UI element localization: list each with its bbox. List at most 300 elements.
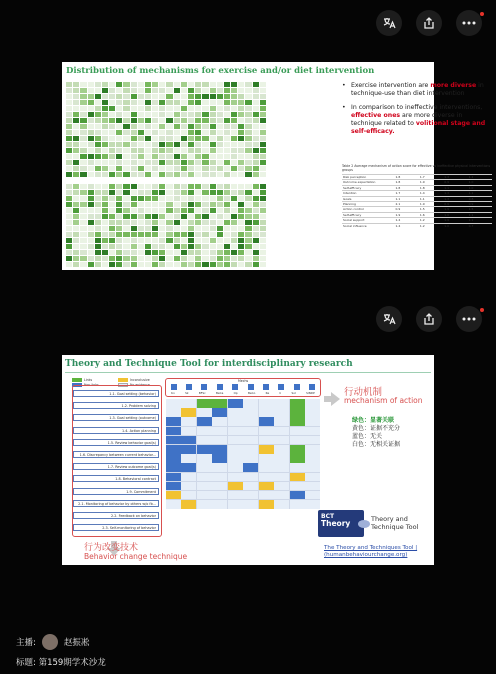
heatmap-cell [253,190,259,195]
heatmap-cell [195,250,201,255]
heatmap-cell [231,142,237,147]
matrix-cell [166,491,181,500]
heatmap-cell [123,154,129,159]
heatmap-cell [88,82,94,87]
mechanism-icon[interactable] [232,384,238,390]
technique-row-label[interactable]: 2.1. Monitoring of behavior by others w/o fb... [73,500,159,507]
heatmap-cell [253,172,259,177]
matrix-cell [259,454,274,463]
heatmap-cell [188,190,194,195]
heatmap-cell [152,82,158,87]
more-icon[interactable] [456,306,482,332]
heatmap-cell [123,142,129,147]
heatmap-cell [202,262,208,267]
heatmap-cell [202,190,208,195]
heatmap-cell [224,172,230,177]
heatmap-cell [145,160,151,165]
heatmap-cell [181,166,187,171]
heatmap-cell [66,172,72,177]
heatmap-cell [66,262,72,267]
heatmap-cell [80,130,86,135]
table-cell: 2.1 [395,202,401,207]
heatmap-cell [159,136,165,141]
matrix-cell [181,417,196,426]
table-cell: 1.1 [468,218,474,223]
heatmap-cell [188,250,194,255]
heatmap-cell [260,172,266,177]
heatmap-cell [188,226,194,231]
heatmap-cell [102,244,108,249]
heatmap-cell [231,238,237,243]
translate-icon[interactable] [376,306,402,332]
heatmap-cell [245,256,251,261]
heatmap-cell [159,112,165,117]
heatmap-cell [80,196,86,201]
heatmap-cell [95,190,101,195]
heatmap-cell [217,184,223,189]
table-cell: 1.4 [419,191,425,196]
technique-row-label[interactable]: 2.2. Feedback on behavior [73,512,159,519]
heatmap-cell [166,112,172,117]
heatmap-cell [174,154,180,159]
more-icon[interactable] [456,10,482,36]
avatar[interactable] [42,634,58,650]
heatmap-cell [217,214,223,219]
mechanism-icon[interactable] [217,384,223,390]
heatmap-cell [109,142,115,147]
heatmap-cell [195,142,201,147]
matrix-cell [166,445,181,454]
heatmap-cell [80,262,86,267]
mechanism-icons [166,384,320,390]
matrix-cell [274,482,289,491]
heatmap-cell [210,142,216,147]
matrix-cell [228,408,243,417]
technique-row-label[interactable]: 1.4. Action planning [73,427,159,434]
heatmap-cell [66,166,72,171]
heatmap-cell [152,88,158,93]
heatmap-cell [217,208,223,213]
heatmap-cell [131,94,137,99]
heatmap-cell [152,94,158,99]
matrix-cell [181,473,196,482]
heatmap-cell [231,130,237,135]
heatmap-cell [109,190,115,195]
heatmap-cell [224,262,230,267]
heatmap-cell [123,94,129,99]
heatmap-cell [145,124,151,129]
technique-row-label[interactable]: 1.8. Behavioral contract [73,475,159,482]
heatmap-cell [202,100,208,105]
heatmap-cell [123,226,129,231]
heatmap-cell [202,232,208,237]
heatmap-cell [102,262,108,267]
heatmap-cell [210,196,216,201]
table-cell: 0.7 [468,223,474,228]
heatmap-cell [210,262,216,267]
heatmap-cell [253,82,259,87]
heatmap-cell [145,184,151,189]
heatmap-cell [260,160,266,165]
heatmap-cell [202,202,208,207]
heatmap-cell [202,130,208,135]
tool-link[interactable]: The Theory and Techniques Tool | (humanbehaviourchange.org) [324,545,418,558]
heatmap-cell [231,88,237,93]
heatmap-cell [102,172,108,177]
matrix-cell [259,436,274,445]
heatmap-cell [174,136,180,141]
heatmap-cell [217,94,223,99]
heatmap-cell [238,166,244,171]
heatmap-cell [95,154,101,159]
heatmap-cell [152,238,158,243]
heatmap-cell [224,112,230,117]
heatmap-cell [159,154,165,159]
mechanism-name: Kn [171,391,175,395]
heatmap-cell [73,256,79,261]
heatmap-cell [181,244,187,249]
heatmap-cell [102,88,108,93]
heatmap-cell [188,142,194,147]
heatmap-cell [73,124,79,129]
matrix-cell [305,454,320,463]
heatmap-cell [138,160,144,165]
heatmap-cell [138,244,144,249]
heatmap-cell [73,166,79,171]
heatmap-cell [123,238,129,243]
heatmap-cell [217,154,223,159]
heatmap-cell [224,160,230,165]
heatmap-cell [123,190,129,195]
heatmap-cell [66,220,72,225]
heatmap-cell [159,262,165,267]
slide-title: Distribution of mechanisms for exercise and/or diet intervention [66,66,375,76]
matrix-cell [197,500,212,509]
heatmap-cell [202,184,208,189]
heatmap-cell [231,160,237,165]
heatmap-cell [152,190,158,195]
heatmap-cell [260,214,266,219]
heatmap-cell [116,106,122,111]
matrix-cell [243,500,258,509]
title-label: 标题: [16,658,36,668]
heatmap-cell [73,238,79,243]
technique-row-label[interactable]: 1.7. Review outcome goal(s) [73,463,159,470]
heatmap-cell [73,160,79,165]
heatmap-cell [109,172,115,177]
heatmap-cell [131,106,137,111]
mechanism-name: Sk [185,391,189,395]
technique-row-label[interactable]: 1.2. Problem solving [73,402,159,409]
table-row [342,174,492,179]
table-cell: 1.0 [468,185,474,190]
heatmap-cell [123,100,129,105]
heatmap-cell [80,202,86,207]
heatmap-cell [210,256,216,261]
heatmap-cell [102,94,108,99]
mechanism-icon[interactable] [278,384,284,390]
heatmap-cell [73,220,79,225]
matrix-cell [212,445,227,454]
heatmap-cell [224,250,230,255]
mechanism-icon[interactable] [186,384,192,390]
matrix-cell [290,454,305,463]
heatmap-cell [66,142,72,147]
heatmap-cell [131,214,137,219]
heatmap-cell [195,118,201,123]
table-cell: 1.7 [395,191,401,196]
heatmap-cell [238,100,244,105]
technique-row-label[interactable]: 2.3. Self-monitoring of behavior [73,524,159,531]
heatmap-cell [123,88,129,93]
mechanism-icon[interactable] [201,384,207,390]
heatmap-cell [152,142,158,147]
table-caption: Table 2 Average mechanism of action score for effective vs ineffective physical interventions groups [342,164,491,172]
heatmap-cell [102,106,108,111]
heatmap-cell [202,142,208,147]
heatmap-cell [181,106,187,111]
heatmap-cell [174,250,180,255]
heatmap-cell [88,172,94,177]
heatmap-cell [145,220,151,225]
heatmap-cell [181,184,187,189]
heatmap-cell [181,118,187,123]
heatmap-cell [238,106,244,111]
matrix-cell [228,463,243,472]
matrix-cell [197,454,212,463]
heatmap-cell [145,172,151,177]
technique-row-label[interactable]: 1.3. Goal setting (outcome) [73,414,159,421]
mechanism-icon[interactable] [294,384,300,390]
heatmap-cell [152,148,158,153]
heatmap-cell [73,184,79,189]
heatmap-cell [238,232,244,237]
table-cell: 1.9 [419,180,425,185]
table-cell: 1.8 [395,185,401,190]
heatmap-cell [202,136,208,141]
heatmap-cell [245,202,251,207]
heatmap-cell [181,238,187,243]
heatmap-cell [260,238,266,243]
matrix-cell [305,427,320,436]
mechanism-icon[interactable] [248,384,254,390]
heatmap-cell [202,172,208,177]
heatmap-cell [109,214,115,219]
heatmap-cell [102,190,108,195]
key-green: 绿色：显著关联 [352,417,395,424]
heatmap-cell [73,172,79,177]
heatmap-cell [260,124,266,129]
heatmap-cell [166,226,172,231]
technique-row-label[interactable]: 1.1. Goal setting (behavior) [73,390,159,397]
host-name: 赵振凇 [63,638,90,648]
mechanism-icon[interactable] [171,384,177,390]
table-row [342,223,492,228]
technique-row-label[interactable]: 1.5. Review behavior goal(s) [73,439,159,446]
heatmap-cell [238,112,244,117]
heatmap-cell [174,148,180,153]
mechanism-names [166,391,320,395]
heatmap-cell [145,232,151,237]
heatmap-cell [210,124,216,129]
heatmap-cell [95,136,101,141]
heatmap-cell [202,160,208,165]
heatmap-cell [123,220,129,225]
matrix-cell [228,436,243,445]
heatmap-cell [260,190,266,195]
heatmap-cell [145,82,151,87]
heatmap-cell [174,208,180,213]
heatmap-cell [138,226,144,231]
mechanism-icon[interactable] [309,384,315,390]
heatmap-cell [152,124,158,129]
heatmap-cell [260,148,266,153]
mechanism-score-table [342,164,492,228]
mechanism-name: BeCo [248,391,256,395]
heatmap-cell [138,154,144,159]
matrix-cell [274,491,289,500]
heatmap-cell [224,244,230,249]
heatmap-cell [174,142,180,147]
matrix-cell [274,454,289,463]
heatmap-cell [109,106,115,111]
heatmap-cell [195,244,201,249]
heatmap-exercise [66,82,266,177]
heatmap-cell [152,106,158,111]
heatmap-cell [145,136,151,141]
matrix-cell [243,427,258,436]
heatmap-cell [66,82,72,87]
heatmap-cell [217,130,223,135]
matrix-cell [259,417,274,426]
heatmap-cell [102,214,108,219]
heatmap-cell [174,82,180,87]
heatmap-cell [102,112,108,117]
heatmap-cell [102,208,108,213]
matrix-cell [228,445,243,454]
heatmap-cell [188,136,194,141]
table-cell: 1.3 [444,196,450,201]
mechanism-name: Op [233,391,238,395]
heatmap-cell [181,190,187,195]
heatmap-cell [145,208,151,213]
heatmap-cell [159,160,165,165]
heatmap-cell [188,166,194,171]
heatmap-cell [80,100,86,105]
heatmap-cell [80,124,86,129]
heatmap-cell [109,184,115,189]
technique-row-label[interactable]: 1.9. Commitment [73,488,159,495]
technique-label-cn: 行为改变技术 [84,543,139,553]
heatmap-cell [123,124,129,129]
heatmap-cell [195,172,201,177]
mechanism-icon[interactable] [263,384,269,390]
heatmap-cell [188,118,194,123]
heatmap-cell [238,256,244,261]
matrix-cell [181,463,196,472]
heatmap-cell [116,184,122,189]
heatmap-cell [102,136,108,141]
table-row [342,179,492,184]
heatmap-cell [245,262,251,267]
share-icon[interactable] [416,306,442,332]
heatmap-cell [80,166,86,171]
color-key [352,417,400,449]
table-row [342,201,492,206]
heatmap-cell [260,130,266,135]
matrix-cell [305,473,320,482]
heatmap-cell [116,250,122,255]
heatmap-cell [195,136,201,141]
heatmap-cell [80,244,86,249]
mechanism-name: SoI [291,391,296,395]
heatmap-cell [231,154,237,159]
heatmap-cell [210,190,216,195]
heatmap-cell [116,118,122,123]
heatmap-cell [95,226,101,231]
heatmap-cell [231,214,237,219]
matrix-cell [274,473,289,482]
heatmap-cell [195,232,201,237]
heatmap-cell [245,226,251,231]
heatmap-cell [138,238,144,243]
heatmap-cell [88,190,94,195]
heatmap-cell [202,94,208,99]
matrix-cell [228,491,243,500]
translate-icon[interactable] [376,10,402,36]
technique-row-label[interactable]: 1.6. Discrepancy between current behavior... [73,451,159,458]
heatmap-cell [80,256,86,261]
heatmap-cell [166,136,172,141]
heatmap-cell [202,166,208,171]
heatmap-cell [195,184,201,189]
heatmap-cell [80,148,86,153]
heatmap-cell [210,214,216,219]
table-cell: 0.9 [444,180,450,185]
matrix-cell [197,473,212,482]
heatmap-cell [231,166,237,171]
heatmap-cell [88,124,94,129]
matrix-cell [274,500,289,509]
heatmap-cell [188,94,194,99]
mechanism-name: Re [265,391,270,395]
legend-inconclusive: Inconclusive [118,378,150,382]
heatmap-cell [181,82,187,87]
heatmap-cell [181,124,187,129]
heatmap-cell [95,106,101,111]
heatmap-cell [260,112,266,117]
technique-label-en: Behavior change technique [84,552,188,561]
heatmap-cell [138,214,144,219]
heatmap-cell [238,184,244,189]
heatmap-cell [73,196,79,201]
heatmap-cell [109,250,115,255]
table-cell: Goals [343,196,352,201]
heatmap-cell [253,154,259,159]
heatmap-cell [95,214,101,219]
heatmap-cell [217,166,223,171]
share-icon[interactable] [416,10,442,36]
heatmap-cell [224,214,230,219]
matrix-cell [228,482,243,491]
heatmap-cell [138,184,144,189]
heatmap-cell [102,196,108,201]
technique-rows [72,385,162,537]
heatmap-cell [166,190,172,195]
matrix-cell [243,473,258,482]
heatmap-cell [253,238,259,243]
matrix-cell [212,454,227,463]
